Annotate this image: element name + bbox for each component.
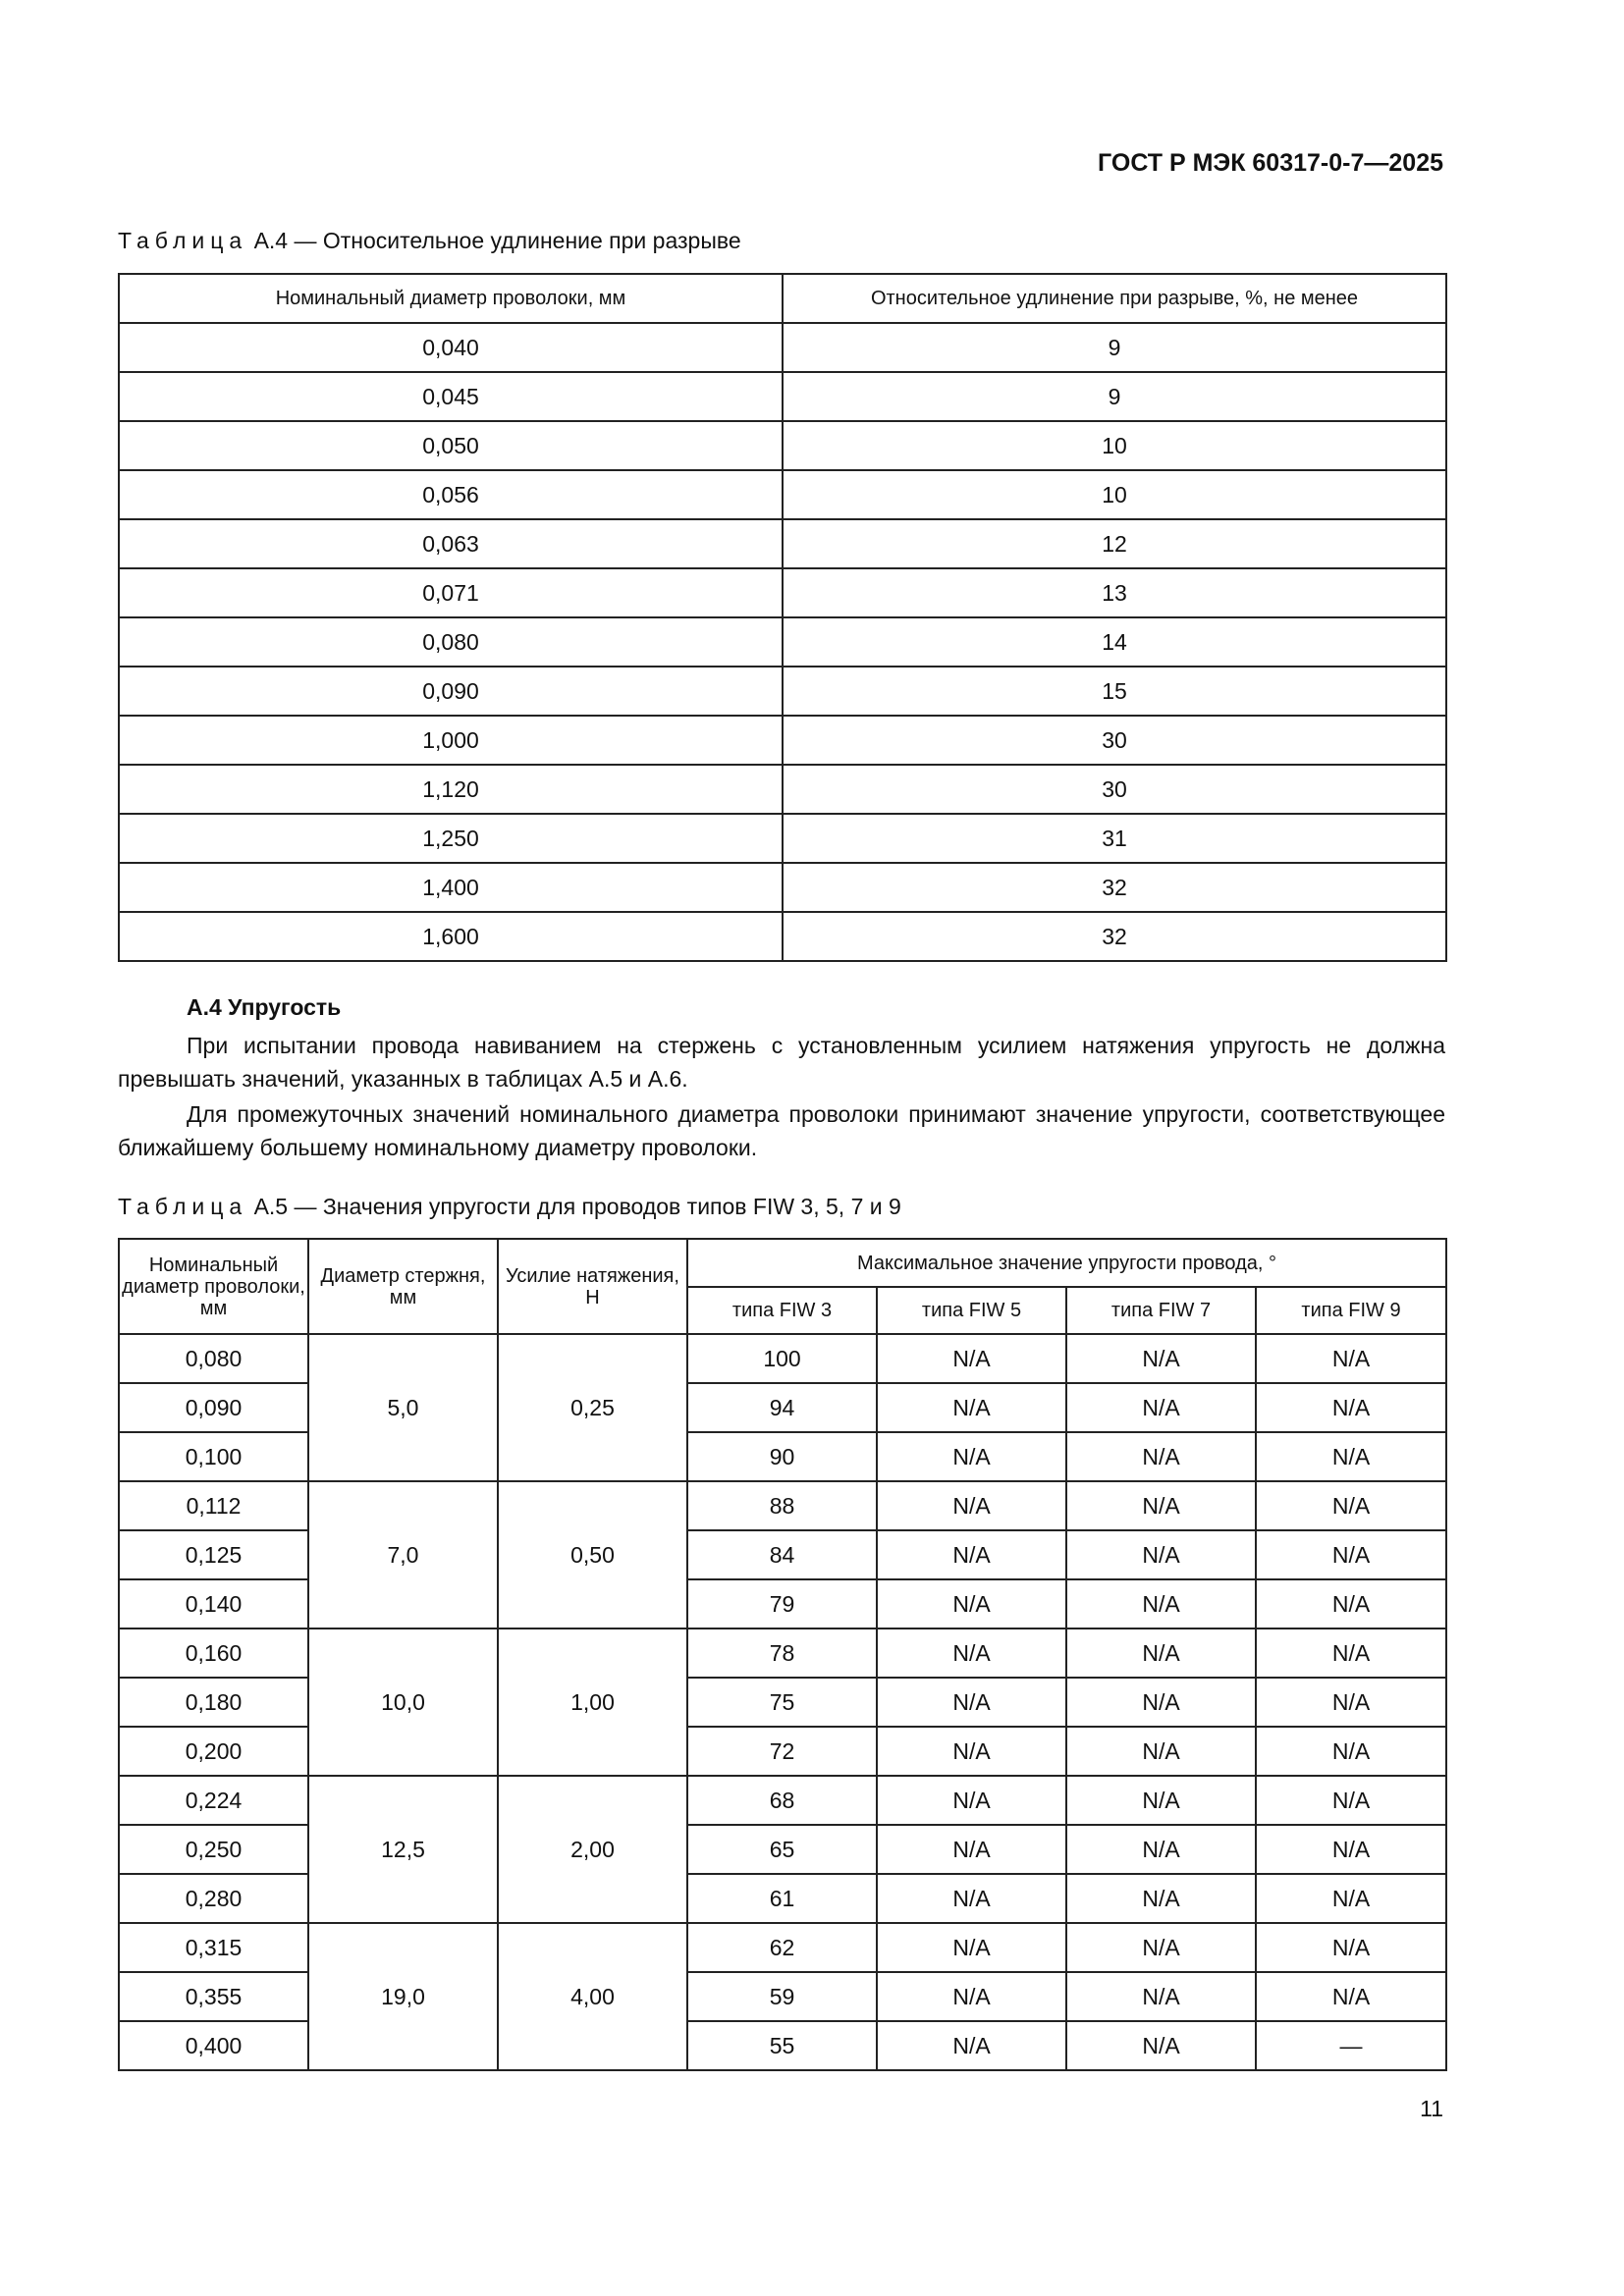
page-number: 11 <box>1420 2096 1443 2121</box>
diameter-cell: 0,050 <box>119 421 783 470</box>
tension-cell: 2,00 <box>498 1776 687 1923</box>
fiw3-cell: 59 <box>687 1972 877 2021</box>
elongation-cell: 12 <box>783 519 1446 568</box>
diameter-cell: 0,090 <box>119 667 783 716</box>
fiw5-cell: N/A <box>877 1972 1066 2021</box>
diameter-cell: 0,056 <box>119 470 783 519</box>
fiw3-cell: 78 <box>687 1629 877 1678</box>
fiw5-cell: N/A <box>877 1481 1066 1530</box>
diameter-cell: 0,160 <box>119 1629 308 1678</box>
fiw7-cell: N/A <box>1066 2021 1256 2070</box>
fiw3-cell: 62 <box>687 1923 877 1972</box>
diameter-cell: 1,400 <box>119 863 783 912</box>
diameter-cell: 1,000 <box>119 716 783 765</box>
fiw9-cell: N/A <box>1256 1579 1446 1629</box>
fiw9-cell: N/A <box>1256 1383 1446 1432</box>
rod-diameter-cell: 7,0 <box>308 1481 498 1629</box>
elongation-cell: 10 <box>783 421 1446 470</box>
fiw9-cell: N/A <box>1256 1432 1446 1481</box>
table-a4-col-diameter: Номинальный диаметр проволоки, мм <box>119 274 783 323</box>
table-row <box>119 519 1446 568</box>
table-row <box>119 1629 1446 1678</box>
fiw5-cell: N/A <box>877 1629 1066 1678</box>
fiw5-cell: N/A <box>877 1678 1066 1727</box>
table-a4 <box>118 273 1447 962</box>
fiw9-cell: N/A <box>1256 1334 1446 1383</box>
table-a5-col-fiw9: типа FIW 9 <box>1256 1287 1446 1334</box>
diameter-cell: 0,355 <box>119 1972 308 2021</box>
elongation-cell: 15 <box>783 667 1446 716</box>
diameter-cell: 0,100 <box>119 1432 308 1481</box>
rod-diameter-cell: 10,0 <box>308 1629 498 1776</box>
elongation-cell: 9 <box>783 323 1446 372</box>
fiw3-cell: 94 <box>687 1383 877 1432</box>
table-row <box>119 1776 1446 1825</box>
diameter-cell: 0,080 <box>119 617 783 667</box>
fiw7-cell: N/A <box>1066 1530 1256 1579</box>
fiw9-cell: N/A <box>1256 1874 1446 1923</box>
fiw7-cell: N/A <box>1066 1923 1256 1972</box>
fiw3-cell: 100 <box>687 1334 877 1383</box>
table-row <box>119 1481 1446 1530</box>
tension-cell: 0,50 <box>498 1481 687 1629</box>
document-code: ГОСТ Р МЭК 60317-0-7—2025 <box>1098 149 1443 177</box>
rod-diameter-cell: 12,5 <box>308 1776 498 1923</box>
table-a5-col-tension: Усилие натяжения, Н <box>498 1239 687 1334</box>
diameter-cell: 0,112 <box>119 1481 308 1530</box>
fiw5-cell: N/A <box>877 1334 1066 1383</box>
diameter-cell: 0,090 <box>119 1383 308 1432</box>
fiw3-cell: 84 <box>687 1530 877 1579</box>
diameter-cell: 1,250 <box>119 814 783 863</box>
tension-cell: 1,00 <box>498 1629 687 1776</box>
fiw5-cell: N/A <box>877 1530 1066 1579</box>
table-a4-body <box>119 323 1446 961</box>
diameter-cell: 1,600 <box>119 912 783 961</box>
paragraph-2: Для промежуточных значений номинального диаметра проволоки принимают значение упругости, соответствующее ближайшему большему номинальному диаметру проволоки. <box>118 1101 1445 1160</box>
diameter-cell: 0,315 <box>119 1923 308 1972</box>
fiw9-cell: N/A <box>1256 1923 1446 1972</box>
fiw9-cell: N/A <box>1256 1727 1446 1776</box>
table-a5-col-fiw7: типа FIW 7 <box>1066 1287 1256 1334</box>
table-row <box>119 470 1446 519</box>
table-a5-col-diameter: Номинальный диаметр проволоки, мм <box>119 1239 308 1334</box>
fiw5-cell: N/A <box>877 1383 1066 1432</box>
fiw9-cell: — <box>1256 2021 1446 2070</box>
table-row <box>119 1334 1446 1383</box>
table-a5-col-max-springiness: Максимальное значение упругости провода, ° <box>687 1239 1446 1287</box>
elongation-cell: 9 <box>783 372 1446 421</box>
diameter-cell: 0,224 <box>119 1776 308 1825</box>
diameter-cell: 0,125 <box>119 1530 308 1579</box>
table-a5-caption-prefix: Таблица <box>118 1194 248 1219</box>
table-row <box>119 716 1446 765</box>
fiw9-cell: N/A <box>1256 1776 1446 1825</box>
diameter-cell: 0,140 <box>119 1579 308 1629</box>
elongation-cell: 30 <box>783 716 1446 765</box>
elongation-cell: 32 <box>783 863 1446 912</box>
table-row <box>119 568 1446 617</box>
table-a5 <box>118 1238 1447 2071</box>
tension-cell: 4,00 <box>498 1923 687 2070</box>
table-a4-caption-prefix: Таблица <box>118 228 248 253</box>
table-row <box>119 765 1446 814</box>
diameter-cell: 0,200 <box>119 1727 308 1776</box>
table-a4-caption <box>118 228 741 254</box>
fiw3-cell: 88 <box>687 1481 877 1530</box>
table-row <box>119 814 1446 863</box>
table-row <box>119 323 1446 372</box>
fiw7-cell: N/A <box>1066 1629 1256 1678</box>
table-row <box>119 667 1446 716</box>
diameter-cell: 0,250 <box>119 1825 308 1874</box>
elongation-cell: 31 <box>783 814 1446 863</box>
elongation-cell: 30 <box>783 765 1446 814</box>
fiw5-cell: N/A <box>877 2021 1066 2070</box>
fiw9-cell: N/A <box>1256 1678 1446 1727</box>
section-title: А.4 Упругость <box>187 994 342 1020</box>
fiw9-cell: N/A <box>1256 1825 1446 1874</box>
fiw3-cell: 72 <box>687 1727 877 1776</box>
fiw3-cell: 61 <box>687 1874 877 1923</box>
fiw3-cell: 79 <box>687 1579 877 1629</box>
diameter-cell: 1,120 <box>119 765 783 814</box>
fiw5-cell: N/A <box>877 1432 1066 1481</box>
diameter-cell: 0,040 <box>119 323 783 372</box>
fiw5-cell: N/A <box>877 1825 1066 1874</box>
fiw7-cell: N/A <box>1066 1432 1256 1481</box>
table-row <box>119 1923 1446 1972</box>
fiw5-cell: N/A <box>877 1579 1066 1629</box>
tension-cell: 0,25 <box>498 1334 687 1481</box>
fiw5-cell: N/A <box>877 1923 1066 1972</box>
diameter-cell: 0,080 <box>119 1334 308 1383</box>
fiw9-cell: N/A <box>1256 1481 1446 1530</box>
elongation-cell: 10 <box>783 470 1446 519</box>
table-a5-col-fiw3: типа FIW 3 <box>687 1287 877 1334</box>
elongation-cell: 32 <box>783 912 1446 961</box>
fiw5-cell: N/A <box>877 1776 1066 1825</box>
table-a5-caption <box>118 1194 901 1220</box>
elongation-cell: 13 <box>783 568 1446 617</box>
table-row <box>119 421 1446 470</box>
fiw7-cell: N/A <box>1066 1334 1256 1383</box>
fiw9-cell: N/A <box>1256 1972 1446 2021</box>
fiw7-cell: N/A <box>1066 1383 1256 1432</box>
fiw7-cell: N/A <box>1066 1972 1256 2021</box>
diameter-cell: 0,400 <box>119 2021 308 2070</box>
fiw9-cell: N/A <box>1256 1530 1446 1579</box>
rod-diameter-cell: 19,0 <box>308 1923 498 2070</box>
fiw5-cell: N/A <box>877 1727 1066 1776</box>
table-a4-caption-title: А.4 — Относительное удлинение при разрыве <box>247 228 741 253</box>
diameter-cell: 0,180 <box>119 1678 308 1727</box>
fiw3-cell: 75 <box>687 1678 877 1727</box>
table-row <box>119 617 1446 667</box>
rod-diameter-cell: 5,0 <box>308 1334 498 1481</box>
table-a5-header-row <box>119 1239 1446 1287</box>
table-a5-col-fiw5: типа FIW 5 <box>877 1287 1066 1334</box>
fiw7-cell: N/A <box>1066 1776 1256 1825</box>
fiw3-cell: 90 <box>687 1432 877 1481</box>
diameter-cell: 0,045 <box>119 372 783 421</box>
fiw3-cell: 68 <box>687 1776 877 1825</box>
fiw3-cell: 65 <box>687 1825 877 1874</box>
diameter-cell: 0,071 <box>119 568 783 617</box>
table-a4-header-row <box>119 274 1446 323</box>
table-row <box>119 863 1446 912</box>
table-a5-body <box>119 1334 1446 2070</box>
fiw7-cell: N/A <box>1066 1825 1256 1874</box>
fiw5-cell: N/A <box>877 1874 1066 1923</box>
paragraph-1: При испытании провода навиванием на стержень с установленным усилием натяжения упругость не должна превышать значений, указанных в таблицах А.5 и А.6. <box>118 1033 1445 1092</box>
table-a4-col-elongation: Относительное удлинение при разрыве, %, не менее <box>783 274 1446 323</box>
fiw9-cell: N/A <box>1256 1629 1446 1678</box>
table-row <box>119 372 1446 421</box>
fiw7-cell: N/A <box>1066 1727 1256 1776</box>
elongation-cell: 14 <box>783 617 1446 667</box>
diameter-cell: 0,280 <box>119 1874 308 1923</box>
fiw3-cell: 55 <box>687 2021 877 2070</box>
table-a5-col-rod-diameter: Диаметр стержня, мм <box>308 1239 498 1334</box>
table-row <box>119 912 1446 961</box>
fiw7-cell: N/A <box>1066 1579 1256 1629</box>
fiw7-cell: N/A <box>1066 1481 1256 1530</box>
table-a5-caption-title: А.5 — Значения упругости для проводов типов FIW 3, 5, 7 и 9 <box>247 1194 901 1219</box>
fiw7-cell: N/A <box>1066 1678 1256 1727</box>
fiw7-cell: N/A <box>1066 1874 1256 1923</box>
diameter-cell: 0,063 <box>119 519 783 568</box>
